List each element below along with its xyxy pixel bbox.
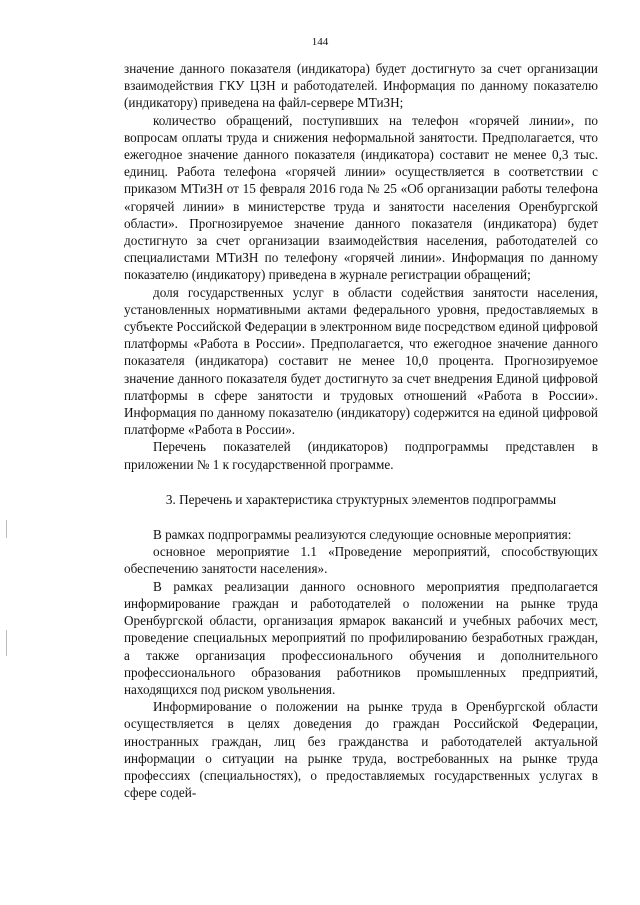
scan-margin-mark [6,630,7,656]
scan-margin-mark [6,520,7,538]
section-heading: 3. Перечень и характеристика структурных элементов подпрограммы [165,491,557,507]
paragraph: Перечень показателей (индикаторов) подпрограммы представлен в приложении № 1 к государственной программе. [124,439,598,472]
paragraph: Информирование о положении на рынке труда в Оренбургской области осуществляется в целях доведения до граждан Российской Федерации, иностранных граждан, лиц без гражданства и работодателей актуальной информации о ситуации на рынке труда, востребованных на рынке труда профессиях (специальностях), о предоставляемых государственных услугах в сфере содей- [124,699,598,801]
paragraph: доля государственных услуг в области содействия занятости населения, установленных нормативными актами федерального уровня, предоставляемых в субъекте Российской Федерации в электронном виде посредством единой цифровой платформы «Работа в России». Предполагается, что ежегодное значение данного показателя (индикатора) составит не менее 10,0 процента. Прогнозируемое значение данного показателя будет достигнуто за счет внедрения Единой цифровой платформы в сфере занятости и трудовых отношений «Работа в России». Информация по данному показателю (индикатору) содержится на единой цифровой платформе «Работа в России». [124,284,598,438]
paragraph: В рамках подпрограммы реализуются следующие основные мероприятия: [153,527,572,543]
paragraph: количество обращений, поступивших на телефон «горячей линии», по вопросам оплаты труда и снижения неформальной занятости. Предполагается, что ежегодное значение данного показателя (индикатора) составит не менее 0,3 тыс. единиц. Работа телефона «горячей линии» осуществляется в соответствии с приказом МТиЗН от 15 февраля 2016 года № 25 «Об организации работы телефона «горячей линии» в министерстве труда и занятости населения Оренбургской области». Прогнозируемое значение данного показателя (индикатора) будет достигнуто за счет организации взаимодействия населения, работодателей со специалистами МТиЗН по телефону «горячей линии». Информация по данному показателю (индикатору) приведена в журнале регистрации обращений; [124,112,598,283]
paragraph: В рамках реализации данного основного мероприятия предполагается информирование граждан и работодателей о положении на рынке труда Оренбургской области, организация ярмарок вакансий и учебных рабочих мест, проведение специальных мероприятий по профилированию безработных граждан, а также организация профессионального обучения и дополнительного профессионального образования работников промышленных предприятий, находящихся под риском увольнения. [124,578,598,697]
paragraph: основное мероприятие 1.1 «Проведение мероприятий, способствующих обеспечению занятости населения». [124,544,598,577]
page-number: 144 [311,36,329,48]
paragraph: значение данного показателя (индикатора) будет достигнуто за счет организации взаимодействия ГКУ ЦЗН и работодателей. Информация по данному показателю (индикатору) приведена на файл-сервере МТиЗН; [124,61,598,111]
document-body [124,60,598,801]
